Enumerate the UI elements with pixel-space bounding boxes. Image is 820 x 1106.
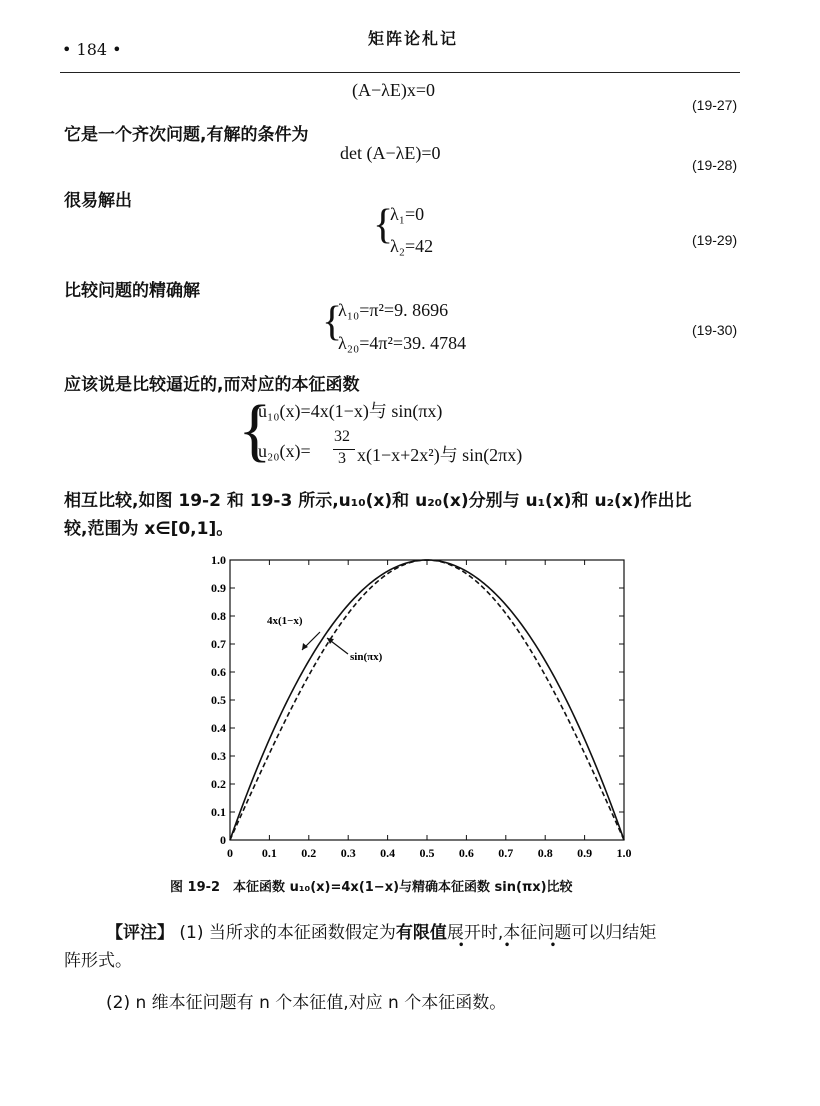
equation-19-30-line2: λ₂₀=4π²=39. 4784 [338, 333, 467, 353]
x-tick-label: 0.1 [261, 846, 277, 860]
paragraph-easy-solve: 很易解出 [64, 191, 132, 211]
equation-u20-lhs: u₂₀(x)= [258, 441, 311, 461]
running-title: 矩阵论札记 [368, 29, 459, 48]
y-tick-label: 0.7 [211, 637, 226, 651]
remark-text-part2: 展开时,本征问题可以归结矩 [446, 923, 657, 943]
brace-eigenfunctions: { [238, 392, 272, 469]
equation-number-19-30: (19-30) [692, 322, 738, 338]
header-rule [60, 72, 740, 73]
brace-19-29: { [373, 202, 394, 248]
figure-19-2-chart [190, 548, 650, 868]
y-tick-label: 0.2 [211, 777, 226, 791]
equation-number-19-29: (19-29) [692, 232, 738, 248]
y-tick-label: 0.9 [211, 581, 226, 595]
y-tick-label: 0.3 [211, 749, 226, 763]
equation-19-27: (A−λE)x=0 [352, 80, 436, 100]
x-tick-label: 0.2 [301, 846, 317, 860]
remark-emphasis: 有限值 [395, 923, 447, 943]
x-tick-label: 0.8 [537, 846, 553, 860]
equation-u20-rhs: x(1−x+2x²)与 sin(2πx) [357, 445, 523, 465]
equation-19-28: det (A−λE)=0 [340, 143, 441, 163]
paragraph-eigenfunctions: 应该说是比较逼近的,而对应的本征函数 [64, 375, 360, 395]
figure-caption: 图 19-2 本征函数 u₁₀(x)=4x(1−x)与精确本征函数 sin(πx)比较 [170, 880, 573, 895]
fraction-numerator: 32 [334, 428, 350, 445]
series-line-sine [230, 560, 624, 840]
series-line-parabola [230, 560, 624, 840]
emphasis-dots: • • • [458, 940, 575, 951]
x-tick-label: 0.4 [380, 846, 396, 860]
plot-frame [230, 560, 624, 840]
paragraph-homogeneous: 它是一个齐次问题,有解的条件为 [64, 125, 309, 145]
equation-u10: u₁₀(x)=4x(1−x)与 sin(πx) [258, 401, 443, 421]
y-tick-label: 1.0 [211, 553, 226, 567]
x-tick-label: 0.7 [498, 846, 514, 860]
remark-line3: (2) n 维本征问题有 n 个本征值,对应 n 个本征函数。 [106, 993, 507, 1013]
y-tick-label: 0.1 [211, 805, 226, 819]
x-tick-label: 0.9 [577, 846, 593, 860]
arrowhead-parabola [302, 643, 308, 650]
annotation-sine: sin(πx) [350, 651, 383, 663]
paragraph-compare-line1: 相互比较,如图 19-2 和 19-3 所示,u₁₀(x)和 u₂₀(x)分别与 u₁(x)和 u₂(x)作出比 [64, 491, 692, 511]
fraction-denominator: 3 [338, 450, 346, 467]
x-tick-label: 0 [227, 846, 233, 860]
equation-number-19-27: (19-27) [692, 97, 738, 113]
equation-19-29-line2: λ₂=42 [390, 236, 434, 256]
brace-19-30: { [322, 299, 343, 345]
paragraph-exact-solution: 比较问题的精确解 [64, 281, 200, 301]
page-number: • 184 • [62, 40, 122, 59]
y-tick-label: 0.8 [211, 609, 226, 623]
equation-19-30-line1: λ₁₀=π²=9. 8696 [338, 300, 449, 320]
paragraph-compare-line2: 较,范围为 x∈[0,1]。 [64, 519, 234, 539]
x-tick-label: 0.6 [458, 846, 474, 860]
equation-number-19-28: (19-28) [692, 157, 738, 173]
x-tick-label: 1.0 [616, 846, 632, 860]
x-tick-label: 0.5 [419, 846, 435, 860]
remark-label: 【评注】 [106, 923, 174, 943]
y-tick-label: 0 [220, 833, 226, 847]
remark-text-part1: (1) 当所求的本征函数假定为 [179, 923, 396, 943]
y-tick-label: 0.5 [211, 693, 226, 707]
equation-19-29-line1: λ₁=0 [390, 204, 425, 224]
remark-line2: 阵形式。 [64, 951, 132, 971]
annotation-parabola: 4x(1−x) [267, 615, 303, 627]
y-tick-label: 0.6 [211, 665, 226, 679]
y-tick-label: 0.4 [211, 721, 226, 735]
x-tick-label: 0.3 [340, 846, 356, 860]
